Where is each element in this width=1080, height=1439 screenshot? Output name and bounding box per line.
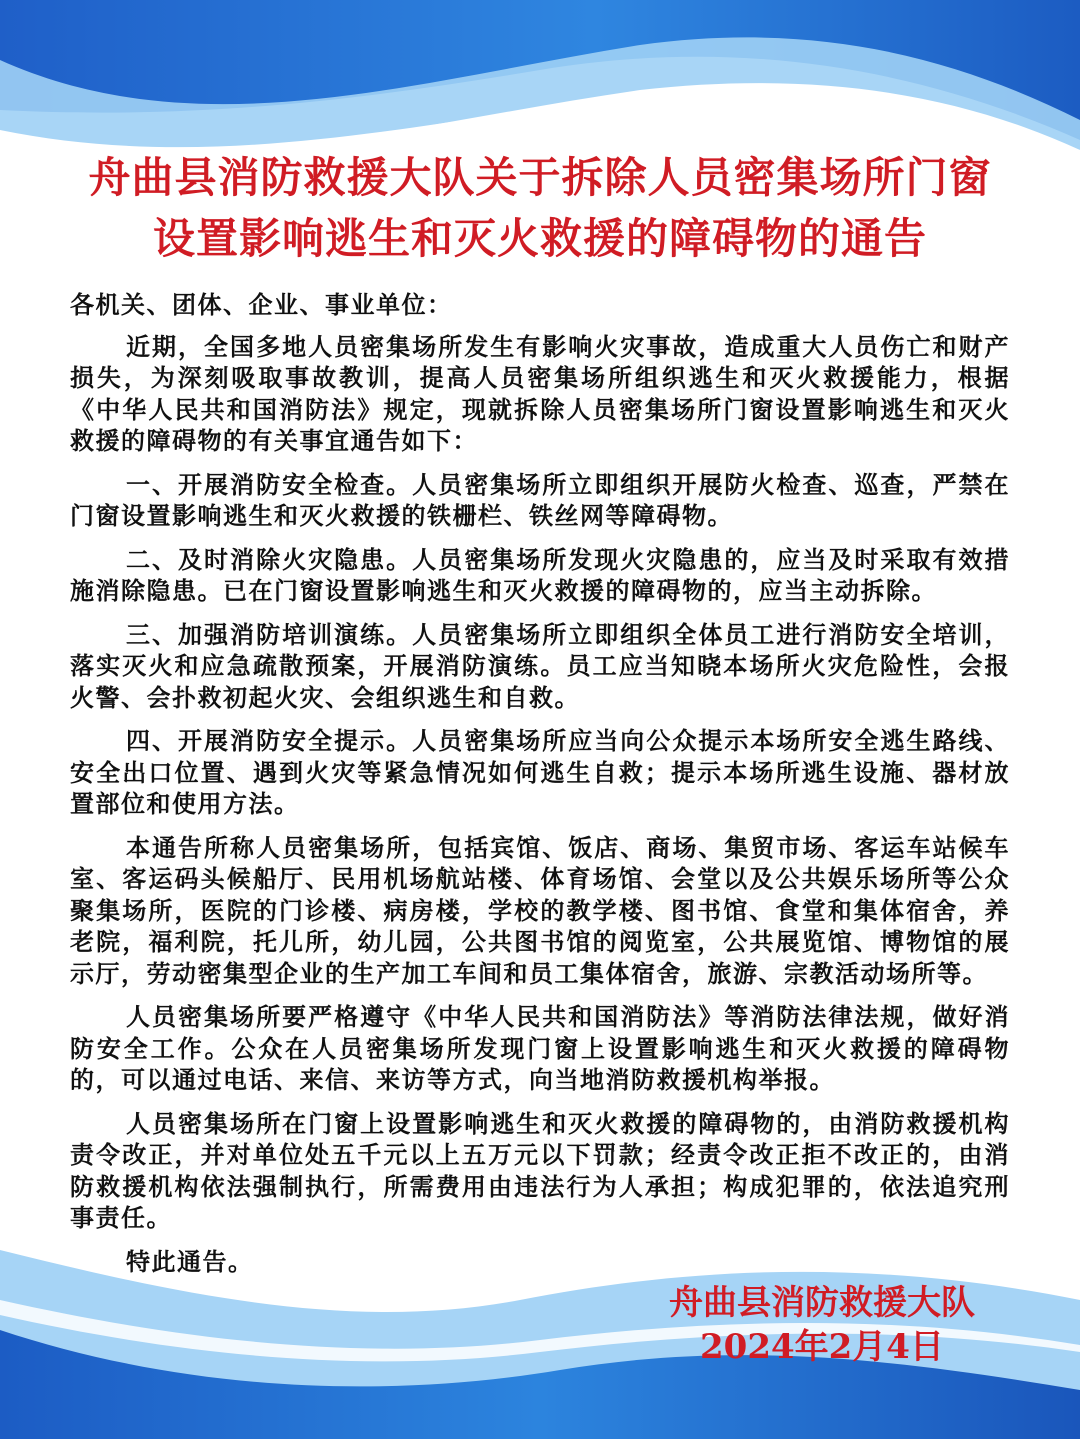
notice-paragraph-item-3: 三、加强消防培训演练。人员密集场所立即组织全体员工进行消防安全培训，落实灭火和应急疏散预案，开展消防演练。员工应当知晓本场所火灾危险性，会报火警、会扑救初起火灾、会组织逃生和自救。 bbox=[70, 620, 1010, 712]
notice-paragraph-definition: 本通告所称人员密集场所，包括宾馆、饭店、商场、集贸市场、客运车站候车室、客运码头候船厅、民用机场航站楼、体育场馆、会堂以及公共娱乐场所等公众聚集场所，医院的门诊楼、病房楼，学校的教学楼、图书馆、食堂和集体宿舍，养老院，福利院，托儿所，幼儿园，公共图书馆的阅览室，公共展览馆、博物馆的展示厅，劳动密集型企业的生产加工车间和员工集体宿舍，旅游、宗教活动场所等。 bbox=[70, 833, 1010, 988]
notice-paragraph-compliance: 人员密集场所要严格遵守《中华人民共和国消防法》等消防法律法规，做好消防安全工作。公众在人员密集场所发现门窗上设置影响逃生和灭火救援的障碍物的，可以通过电话、来信、来访等方式，向当地消防救援机构举报。 bbox=[70, 1003, 1010, 1094]
notice-paragraph-penalty: 人员密集场所在门窗上设置影响逃生和灭火救援的障碍物的，由消防救援机构责令改正，并对单位处五千元以上五万元以下罚款；经责令改正拒不改正的，由消防救援机构依法强制执行，所需费用由违法行为人承担；构成犯罪的，依法追究刑事责任。 bbox=[70, 1109, 1010, 1232]
signature-date: 2024年2月4日 bbox=[700, 1327, 944, 1367]
notice-paragraph-closing: 特此通告。 bbox=[126, 1247, 254, 1276]
notice-paragraph-intro: 近期，全国多地人员密集场所发生有影响火灾事故，造成重大人员伤亡和财产损失，为深刻吸取事故教训，提高人员密集场所组织逃生和灭火救援能力，根据《中华人民共和国消防法》规定，现就拆除人员密集场所门窗设置影响逃生和灭火救援的障碍物的有关事宜通告如下： bbox=[70, 332, 1010, 455]
notice-title-line-2: 设置影响逃生和灭火救援的障碍物的通告 bbox=[152, 214, 927, 263]
notice-paragraph-item-4: 四、开展消防安全提示。人员密集场所应当向公众提示本场所安全逃生路线、安全出口位置、遇到火灾等紧急情况如何逃生自救；提示本场所逃生设施、器材放置部位和使用方法。 bbox=[70, 727, 1010, 818]
notice-body bbox=[70, 290, 1010, 1290]
notice-paragraph-item-1: 一、开展消防安全检查。人员密集场所立即组织开展防火检查、巡查，严禁在门窗设置影响逃生和灭火救援的铁栅栏、铁丝网等障碍物。 bbox=[70, 470, 1010, 530]
notice-paragraph-item-2: 二、及时消除火灾隐患。人员密集场所发现火灾隐患的，应当及时采取有效措施消除隐患。已在门窗设置影响逃生和灭火救援的障碍物的，应当主动拆除。 bbox=[70, 545, 1010, 605]
notice-title-line-1: 舟曲县消防救援大队关于拆除人员密集场所门窗 bbox=[88, 153, 992, 202]
notice-salutation: 各机关、团体、企业、事业单位： bbox=[70, 291, 453, 319]
signature-organization: 舟曲县消防救援大队 bbox=[669, 1283, 975, 1323]
